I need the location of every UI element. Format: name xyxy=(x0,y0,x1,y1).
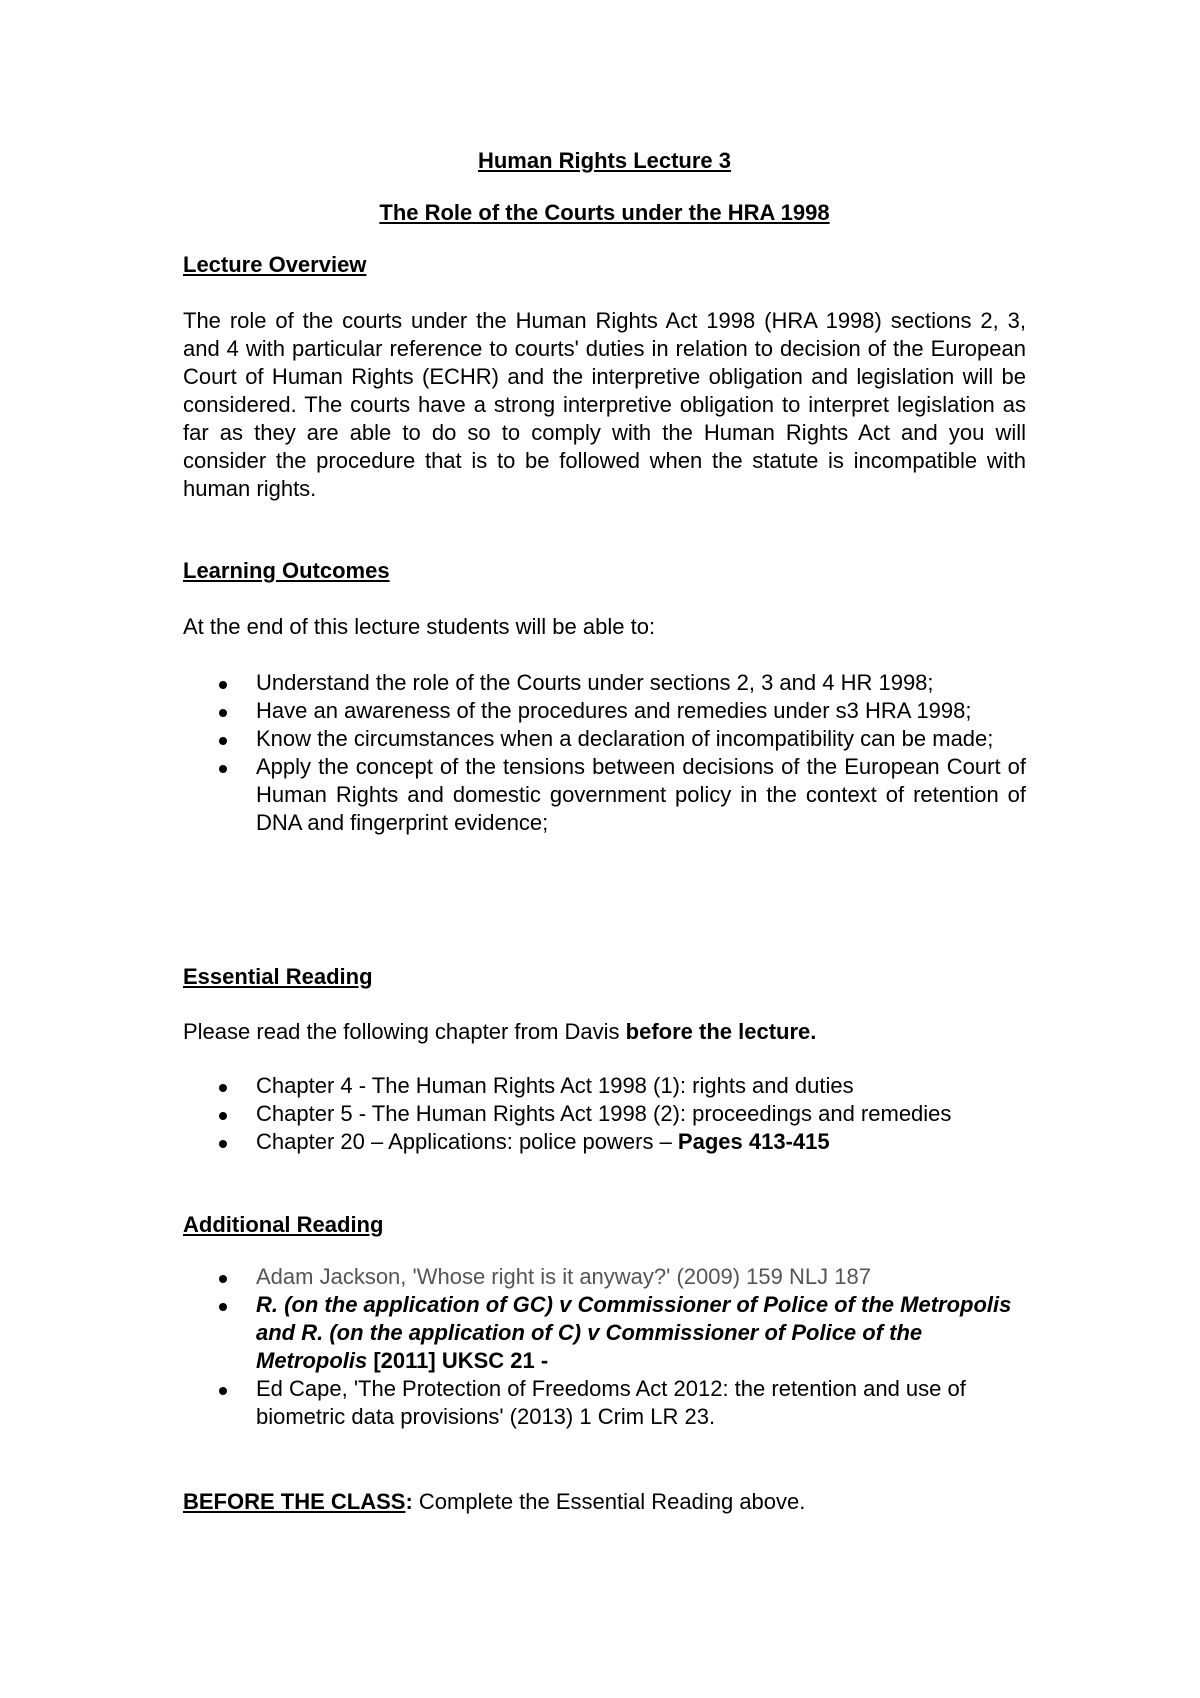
bullet-icon xyxy=(219,709,227,717)
list-item: Chapter 4 - The Human Rights Act 1998 (1): rights and duties xyxy=(183,1072,1026,1100)
essential-list xyxy=(183,1072,1026,1156)
bullet-icon xyxy=(219,1140,227,1148)
list-item: Adam Jackson, 'Whose right is it anyway?' (2009) 159 NLJ 187 xyxy=(183,1263,1026,1291)
before-class-note: BEFORE THE CLASS: Complete the Essential Reading above. xyxy=(183,1489,806,1514)
outcomes-intro: At the end of this lecture students will be able to: xyxy=(183,614,656,639)
list-item: Ed Cape, 'The Protection of Freedoms Act 2012: the retention and use of biometric data provisions' (2013) 1 Crim LR 23. xyxy=(183,1375,1026,1431)
essential-heading: Essential Reading xyxy=(183,964,373,989)
list-item: Chapter 20 – Applications: police powers – Pages 413-415 xyxy=(183,1128,1026,1156)
additional-list xyxy=(183,1263,1026,1431)
essential-intro: Please read the following chapter from Davis before the lecture. xyxy=(183,1019,817,1044)
bullet-icon xyxy=(219,1112,227,1120)
bullet-icon xyxy=(219,1275,227,1283)
list-item: R. (on the application of GC) v Commissioner of Police of the Metropolis and R. (on the application of C) v Commissioner of Police of the Metropolis [2011] UKSC 21 - xyxy=(183,1291,1026,1375)
bullet-icon xyxy=(219,765,227,773)
list-item: Have an awareness of the procedures and remedies under s3 HRA 1998; xyxy=(183,697,1026,725)
list-item: Apply the concept of the tensions between decisions of the European Court of Human Rights and domestic government policy in the context of retention of DNA and fingerprint evidence; xyxy=(183,753,1026,837)
outcomes-heading: Learning Outcomes xyxy=(183,558,390,583)
list-item: Know the circumstances when a declaration of incompatibility can be made; xyxy=(183,725,1026,753)
additional-heading: Additional Reading xyxy=(183,1212,384,1237)
list-item: Understand the role of the Courts under sections 2, 3 and 4 HR 1998; xyxy=(183,669,1026,697)
document-subtitle: The Role of the Courts under the HRA 1998 xyxy=(379,200,830,225)
bullet-icon xyxy=(219,1387,227,1395)
list-item: Chapter 5 - The Human Rights Act 1998 (2): proceedings and remedies xyxy=(183,1100,1026,1128)
outcomes-list xyxy=(183,669,1026,837)
bullet-icon xyxy=(219,681,227,689)
bullet-icon xyxy=(219,1303,227,1311)
overview-paragraph: The role of the courts under the Human Rights Act 1998 (HRA 1998) sections 2, 3, and 4 with particular reference to courts' duties in relation to decision of the European Court of Human Rights (ECHR) and the interpretive obligation and legislation will be considered. The courts have a strong interpretive obligation to interpret legislation as far as they are able to do so to comply with the Human Rights Act and you will consider the procedure that is to be followed when the statute is incompatible with human rights. xyxy=(183,308,1026,501)
document-title: Human Rights Lecture 3 xyxy=(477,148,732,173)
bullet-icon xyxy=(219,1084,227,1092)
bullet-icon xyxy=(219,737,227,745)
overview-heading: Lecture Overview xyxy=(183,252,367,277)
